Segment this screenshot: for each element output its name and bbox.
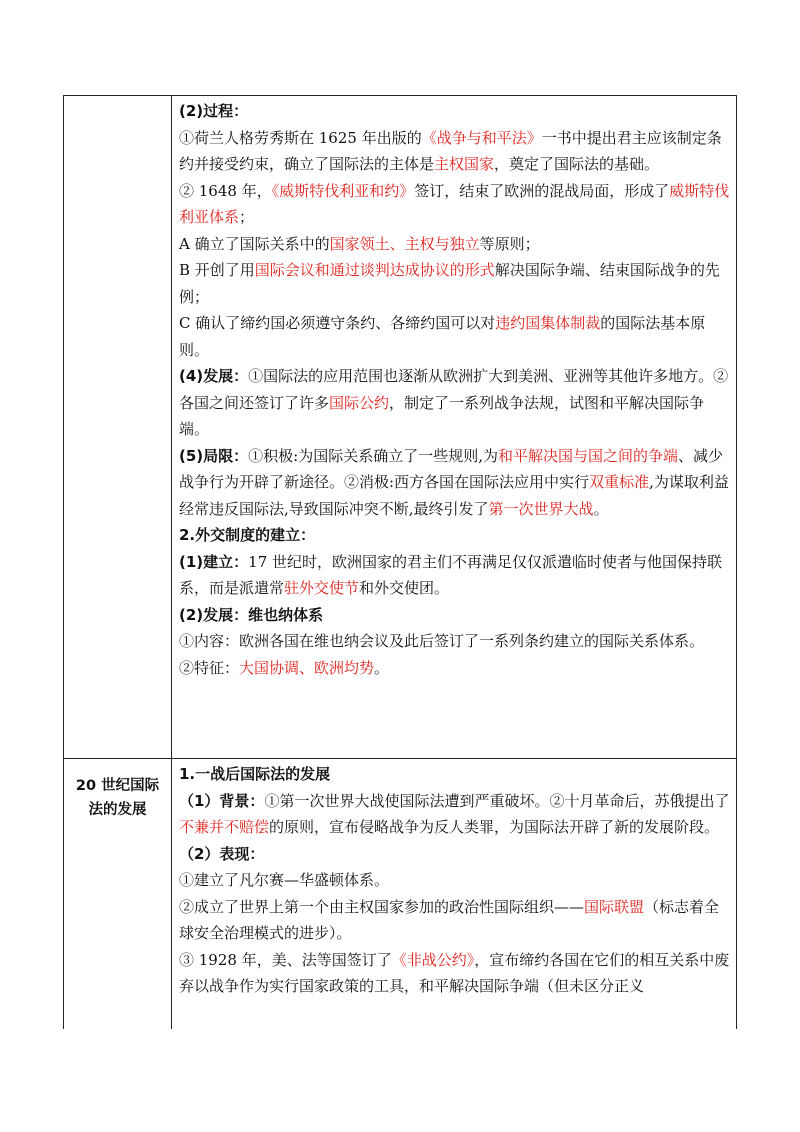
text-line: [179, 310, 731, 363]
text-line: [179, 655, 731, 682]
text-line: [179, 125, 731, 178]
body-text: ② 1648 年，: [179, 181, 272, 200]
text-line: [179, 602, 731, 629]
body-text: B 开创了用: [179, 261, 255, 279]
body-text: ，宣布缔约各国在它们的相互关系中废弃以战争作为实行国家政策的工具，和平解决国际争端（但未区分正义: [179, 950, 730, 995]
heading-text: (2)发展：维也纳体系: [179, 605, 324, 624]
body-text: ①第一次世界大战使国际法遭到严重破坏。②十月革命后，苏俄提出了: [264, 791, 730, 810]
content-table: [63, 95, 737, 1029]
heading-text: (1)建立：: [179, 552, 249, 571]
text-line: [179, 257, 731, 310]
highlight-text: 国际联盟: [584, 897, 645, 916]
highlight-text: 不兼并不赔偿: [179, 818, 270, 836]
heading-text: (2)过程：: [179, 102, 249, 120]
body-text: 一书中提出君主应该制定条约并接受约束，确立了国际法的主体是: [179, 128, 722, 173]
body-text: ①国际法的应用范围也逐渐从欧洲扩大到美洲、亚洲等其他许多地方。②各国之间还签订了许多: [179, 367, 729, 412]
text-line: [179, 443, 731, 523]
heading-text: （1）背景：: [179, 791, 265, 810]
highlight-text: 国际会议和通过谈判达成协议的形式: [254, 261, 495, 279]
text-line: [179, 522, 731, 549]
row-label-20th-century: 20 世纪国际法的发展: [75, 778, 160, 818]
body-text: A 确立了国际关系中的: [179, 234, 330, 253]
body-text: ①积极:为国际关系确立了一些规则,为: [248, 446, 498, 465]
body-text: ①内容：欧洲各国在维也纳会议及此后签订了一系列条约建立的国际关系体系。: [179, 632, 705, 650]
highlight-text: 主权国家: [434, 155, 495, 173]
text-line: [179, 894, 731, 947]
highlight-text: 国家领土、主权与独立: [329, 234, 480, 253]
text-line: [179, 788, 731, 841]
body-text: ①建立了凡尔赛—华盛顿体系。: [179, 871, 390, 889]
body-text: 17 世纪时，欧洲国家的君主们不再满足仅仅派遣临时使者与他国保持联系，而是派遣常: [179, 552, 723, 597]
body-text: 和外交使团。: [359, 579, 450, 597]
body-text: 的原则，宣布侵略战争为反人类罪，为国际法开辟了新的发展阶段。: [269, 818, 720, 836]
highlight-text: 国际公约: [329, 393, 390, 412]
text-line: [179, 549, 731, 602]
highlight-text: 和平解决国与国之间的争端: [497, 446, 678, 465]
heading-text: （2）表现：: [179, 844, 265, 863]
text-line: [179, 761, 731, 788]
body-text: （标志着全球安全治理模式的进步）。: [179, 897, 720, 942]
highlight-text: 《非战公约》: [391, 950, 475, 969]
text-line: [179, 628, 731, 655]
column-divider: [171, 96, 172, 1029]
text-line: [179, 231, 731, 258]
heading-text: 2.外交制度的建立：: [179, 526, 316, 544]
text-line: [179, 867, 731, 894]
body-text: 的国际法基本原则。: [179, 314, 706, 359]
body-text: C 确认了缔约国必须遵守条约、各缔约国可以对: [179, 314, 496, 332]
body-text: 解决国际争端、结束国际战争的先例；: [179, 261, 720, 306]
row2-content: [179, 761, 731, 1000]
text-line: [179, 841, 731, 868]
row1-content: [179, 98, 731, 681]
body-text: ①荷兰人格劳秀斯在 1625 年出版的: [179, 128, 422, 147]
highlight-text: 驻外交使节: [284, 579, 360, 597]
highlight-text: 双重标准: [589, 473, 650, 491]
body-text: 签订，结束了欧洲的混战局面，形成了: [414, 181, 670, 200]
body-text: ，制定了一系列战争法规，试图和平解决国际争端。: [179, 393, 705, 438]
highlight-text: 大国协调、欧洲均势: [239, 658, 375, 677]
body-text: ；: [239, 208, 255, 226]
highlight-text: 威斯特伐利亚体系: [179, 181, 730, 226]
body-text: ,为谋取利益经常违反国际法,导致国际冲突不断,最终引发了: [179, 473, 729, 518]
highlight-text: 《战争与和平法》: [421, 128, 542, 147]
body-text: 。: [593, 499, 609, 518]
heading-text: (5)局限：: [179, 446, 249, 465]
text-line: [179, 363, 731, 443]
highlight-text: 第一次世界大战: [488, 499, 594, 518]
body-text: ②成立了世界上第一个由主权国家参加的政治性国际组织——: [179, 897, 585, 916]
heading-text: (4)发展：: [179, 367, 249, 385]
highlight-text: 违约国集体制裁: [495, 314, 601, 332]
body-text: ③ 1928 年，美、法等国签订了: [179, 950, 392, 969]
text-line: [179, 98, 731, 125]
heading-text: 1.一战后国际法的发展: [179, 765, 331, 783]
body-text: ，奠定了国际法的基础。: [494, 155, 660, 173]
body-text: 。: [374, 658, 390, 677]
text-line: [179, 947, 731, 1000]
body-text: ②特征：: [179, 658, 240, 677]
body-text: 等原则；: [479, 234, 540, 253]
body-text: 、减少战争行为开辟了新途径。②消极:西方各国在国际法应用中实行: [179, 446, 724, 491]
text-line: [179, 178, 731, 231]
highlight-text: 《威斯特伐利亚和约》: [271, 181, 415, 200]
